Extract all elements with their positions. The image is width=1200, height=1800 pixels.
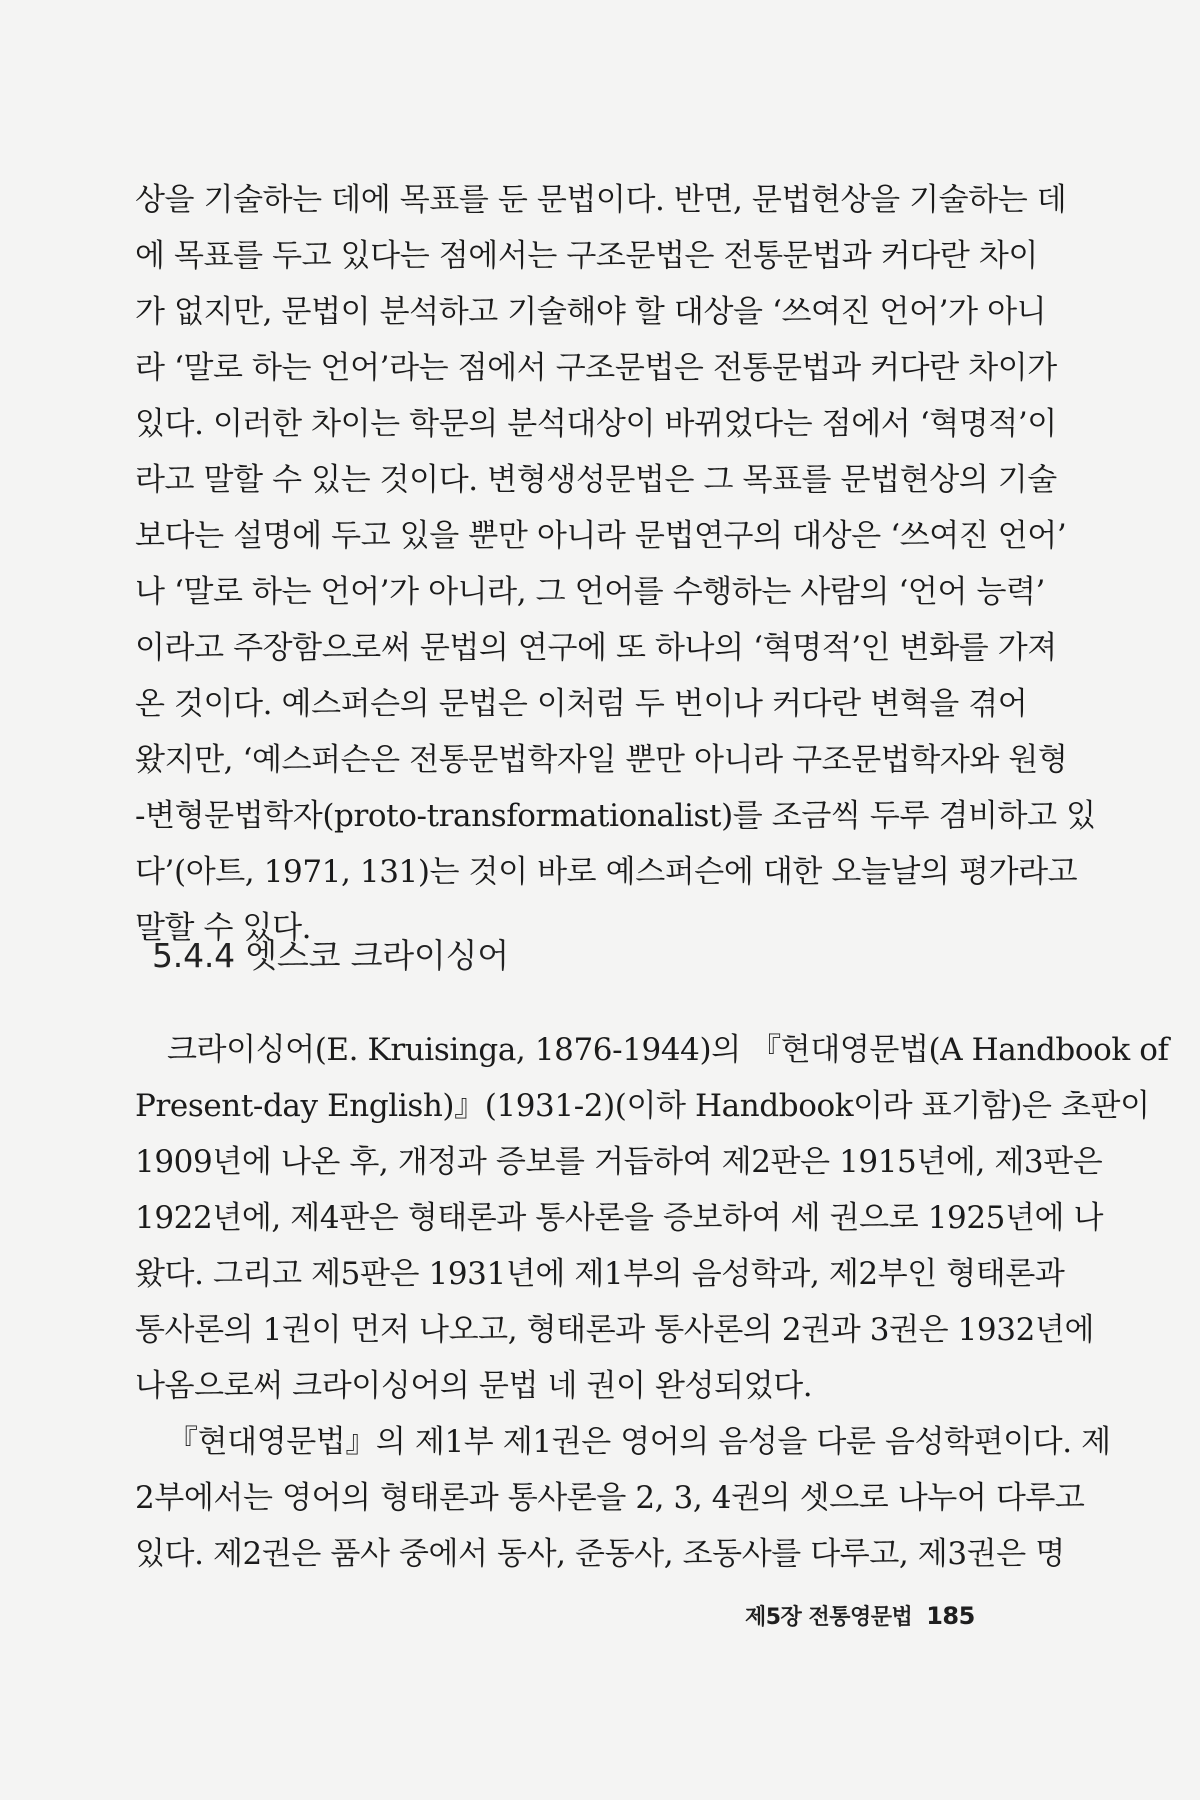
page-footer [745, 1600, 975, 1631]
body-paragraph [135, 172, 1096, 956]
text-line: 나 ‘말로 하는 언어’가 아니라, 그 언어를 수행하는 사람의 ‘언어 능력’ [135, 574, 1046, 610]
text-line: 통사론의 1권이 먼저 나오고, 형태론과 통사론의 2권과 3권은 1932년에 [135, 1312, 1094, 1348]
text-line: 보다는 설명에 두고 있을 뿐만 아니라 문법연구의 대상은 ‘쓰여진 언어’ [135, 518, 1067, 554]
text-line: 크라이싱어(E. Kruisinga, 1876-1944)의 『현대영문법(A Handbook of [167, 1032, 1169, 1068]
text-line: 1909년에 나온 후, 개정과 증보를 거듭하여 제2판은 1915년에, 제3판은 [135, 1144, 1103, 1180]
text-line: 2부에서는 영어의 형태론과 통사론을 2, 3, 4권의 셋으로 나누어 다루고 [135, 1480, 1085, 1516]
text-line: 상을 기술하는 데에 목표를 둔 문법이다. 반면, 문법현상을 기술하는 데 [135, 182, 1067, 218]
text-line: 1922년에, 제4판은 형태론과 통사론을 증보하여 세 권으로 1925년에 나 [135, 1200, 1104, 1236]
text-line: 이라고 주장함으로써 문법의 연구에 또 하나의 ‘혁명적’인 변화를 가져 [135, 630, 1057, 666]
text-line: Present-day English)』(1931-2)(이하 Handbook이라 표기함)은 초판이 [135, 1088, 1150, 1124]
text-line: 왔지만, ‘예스퍼슨은 전통문법학자일 뿐만 아니라 구조문법학자와 원형 [135, 742, 1068, 778]
text-line: 에 목표를 두고 있다는 점에서는 구조문법은 전통문법과 커다란 차이 [135, 238, 1038, 274]
text-line: 말할 수 있다. [135, 910, 312, 946]
text-line: 나옴으로써 크라이싱어의 문법 네 권이 완성되었다. [135, 1368, 813, 1404]
text-line: 있다. 제2권은 품사 중에서 동사, 준동사, 조동사를 다루고, 제3권은 명 [135, 1536, 1065, 1572]
text-line: 있다. 이러한 차이는 학문의 분석대상이 바뀌었다는 점에서 ‘혁명적’이 [135, 406, 1057, 442]
text-line: 라 ‘말로 하는 언어’라는 점에서 구조문법은 전통문법과 커다란 차이가 [135, 350, 1057, 386]
text-line: 왔다. 그리고 제5판은 1931년에 제1부의 음성학과, 제2부인 형태론과 [135, 1256, 1065, 1292]
text-line: 다’(아트, 1971, 131)는 것이 바로 예스퍼슨에 대한 오늘날의 평가라고 [135, 854, 1078, 890]
section-heading: 5.4.4 엣스코 크라이싱어 [152, 936, 509, 975]
text-line: 온 것이다. 예스퍼슨의 문법은 이처럼 두 번이나 커다란 변혁을 겪어 [135, 686, 1028, 722]
page-number: 185 [926, 1602, 975, 1630]
text-line: 『현대영문법』의 제1부 제1권은 영어의 음성을 다룬 음성학편이다. 제 [167, 1424, 1111, 1460]
text-line: 가 없지만, 문법이 분석하고 기술해야 할 대상을 ‘쓰여진 언어’가 아니 [135, 294, 1047, 330]
running-footer-chapter: 제5장 전통영문법 [745, 1605, 913, 1630]
body-paragraph [135, 1022, 1169, 1582]
text-line: 라고 말할 수 있는 것이다. 변형생성문법은 그 목표를 문법현상의 기술 [135, 462, 1057, 498]
text-line: -변형문법학자(proto-transformationalist)를 조금씩 두루 겸비하고 있 [135, 798, 1096, 834]
